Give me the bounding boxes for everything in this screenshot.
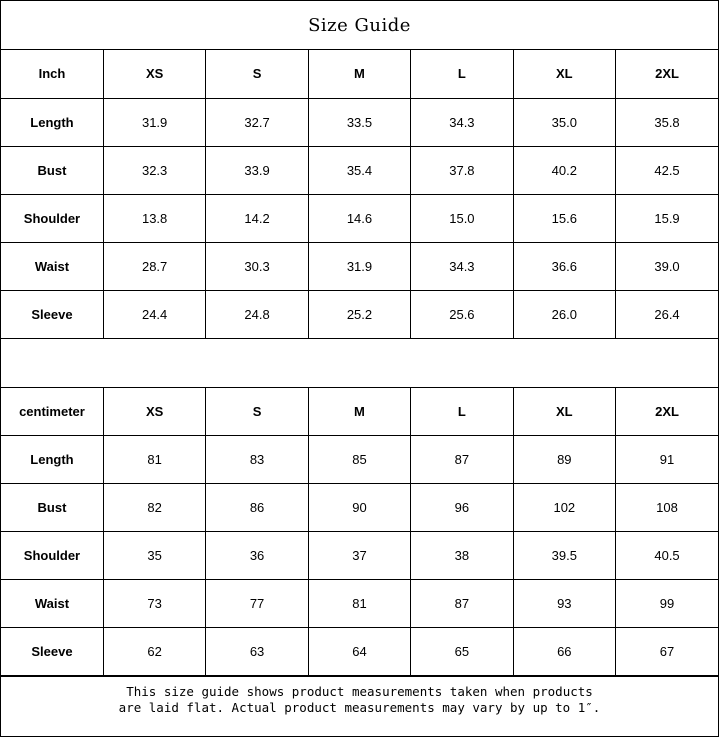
- measurement-value-cell: 39.0: [616, 242, 718, 290]
- header-row: [1, 388, 718, 436]
- header-row: [1, 50, 718, 98]
- measurement-value-cell: 67: [616, 628, 718, 676]
- measurement-value-cell: 62: [103, 628, 205, 676]
- table-row: [1, 532, 718, 580]
- table-row: [1, 484, 718, 532]
- measurement-label-cell: Bust: [1, 146, 103, 194]
- measurement-value-cell: 82: [103, 484, 205, 532]
- size-header-cell: 2XL: [616, 388, 718, 436]
- measurement-value-cell: 89: [513, 436, 615, 484]
- size-header-cell: S: [206, 388, 308, 436]
- size-header-cell: M: [308, 388, 410, 436]
- measurement-value-cell: 14.2: [206, 194, 308, 242]
- measurement-value-cell: 73: [103, 580, 205, 628]
- measurement-value-cell: 28.7: [103, 242, 205, 290]
- measurement-value-cell: 77: [206, 580, 308, 628]
- measurement-value-cell: 81: [308, 580, 410, 628]
- measurement-value-cell: 38: [411, 532, 513, 580]
- measurement-value-cell: 30.3: [206, 242, 308, 290]
- measurement-value-cell: 25.2: [308, 290, 410, 338]
- measurement-value-cell: 32.7: [206, 98, 308, 146]
- measurement-value-cell: 37: [308, 532, 410, 580]
- table-row: [1, 146, 718, 194]
- inch-size-table: [1, 50, 718, 339]
- measurement-value-cell: 25.6: [411, 290, 513, 338]
- size-header-cell: 2XL: [616, 50, 718, 98]
- table-row: [1, 436, 718, 484]
- measurement-value-cell: 15.6: [513, 194, 615, 242]
- size-header-cell: XS: [103, 388, 205, 436]
- table-row: [1, 290, 718, 338]
- measurement-value-cell: 33.9: [206, 146, 308, 194]
- measurement-value-cell: 90: [308, 484, 410, 532]
- measurement-label-cell: Shoulder: [1, 532, 103, 580]
- measurement-value-cell: 37.8: [411, 146, 513, 194]
- measurement-value-cell: 15.9: [616, 194, 718, 242]
- measurement-value-cell: 13.8: [103, 194, 205, 242]
- measurement-value-cell: 26.4: [616, 290, 718, 338]
- measurement-value-cell: 99: [616, 580, 718, 628]
- measurement-label-cell: Sleeve: [1, 290, 103, 338]
- measurement-value-cell: 34.3: [411, 98, 513, 146]
- measurement-label-cell: Length: [1, 436, 103, 484]
- measurement-value-cell: 35.0: [513, 98, 615, 146]
- measurement-value-cell: 85: [308, 436, 410, 484]
- measurement-value-cell: 35: [103, 532, 205, 580]
- measurement-value-cell: 32.3: [103, 146, 205, 194]
- measurement-label-cell: Bust: [1, 484, 103, 532]
- measurement-value-cell: 65: [411, 628, 513, 676]
- measurement-value-cell: 24.4: [103, 290, 205, 338]
- measurement-label-cell: Waist: [1, 580, 103, 628]
- measurement-value-cell: 63: [206, 628, 308, 676]
- centimeter-size-table: [1, 388, 718, 677]
- measurement-value-cell: 35.8: [616, 98, 718, 146]
- unit-header-cell: Inch: [1, 50, 103, 98]
- table-row: [1, 242, 718, 290]
- size-header-cell: L: [411, 388, 513, 436]
- measurement-value-cell: 39.5: [513, 532, 615, 580]
- measurement-value-cell: 93: [513, 580, 615, 628]
- unit-header-cell: centimeter: [1, 388, 103, 436]
- size-header-cell: XL: [513, 50, 615, 98]
- measurement-value-cell: 40.5: [616, 532, 718, 580]
- table-row: [1, 628, 718, 676]
- measurement-label-cell: Shoulder: [1, 194, 103, 242]
- measurement-value-cell: 15.0: [411, 194, 513, 242]
- measurement-value-cell: 34.3: [411, 242, 513, 290]
- measurement-value-cell: 86: [206, 484, 308, 532]
- measurement-value-cell: 108: [616, 484, 718, 532]
- measurement-value-cell: 35.4: [308, 146, 410, 194]
- measurement-label-cell: Sleeve: [1, 628, 103, 676]
- size-header-cell: XL: [513, 388, 615, 436]
- measurement-value-cell: 91: [616, 436, 718, 484]
- note-line-2: are laid flat. Actual product measurements may vary by up to 1″.: [118, 700, 601, 715]
- measurement-value-cell: 102: [513, 484, 615, 532]
- measurement-note: [1, 676, 718, 723]
- measurement-value-cell: 81: [103, 436, 205, 484]
- measurement-value-cell: 14.6: [308, 194, 410, 242]
- note-line-1: This size guide shows product measurements taken when products: [126, 684, 593, 699]
- measurement-value-cell: 26.0: [513, 290, 615, 338]
- measurement-value-cell: 40.2: [513, 146, 615, 194]
- measurement-value-cell: 87: [411, 436, 513, 484]
- measurement-value-cell: 31.9: [308, 242, 410, 290]
- measurement-value-cell: 36: [206, 532, 308, 580]
- measurement-value-cell: 87: [411, 580, 513, 628]
- measurement-value-cell: 66: [513, 628, 615, 676]
- size-header-cell: M: [308, 50, 410, 98]
- measurement-value-cell: 31.9: [103, 98, 205, 146]
- table-row: [1, 194, 718, 242]
- measurement-value-cell: 96: [411, 484, 513, 532]
- table-row: [1, 98, 718, 146]
- measurement-value-cell: 24.8: [206, 290, 308, 338]
- measurement-label-cell: Waist: [1, 242, 103, 290]
- measurement-value-cell: 83: [206, 436, 308, 484]
- size-header-cell: L: [411, 50, 513, 98]
- measurement-value-cell: 33.5: [308, 98, 410, 146]
- measurement-label-cell: Length: [1, 98, 103, 146]
- size-header-cell: S: [206, 50, 308, 98]
- measurement-value-cell: 42.5: [616, 146, 718, 194]
- measurement-value-cell: 64: [308, 628, 410, 676]
- measurement-value-cell: 36.6: [513, 242, 615, 290]
- size-header-cell: XS: [103, 50, 205, 98]
- page-title: Size Guide: [1, 1, 718, 50]
- table-row: [1, 580, 718, 628]
- table-spacer: [1, 339, 718, 388]
